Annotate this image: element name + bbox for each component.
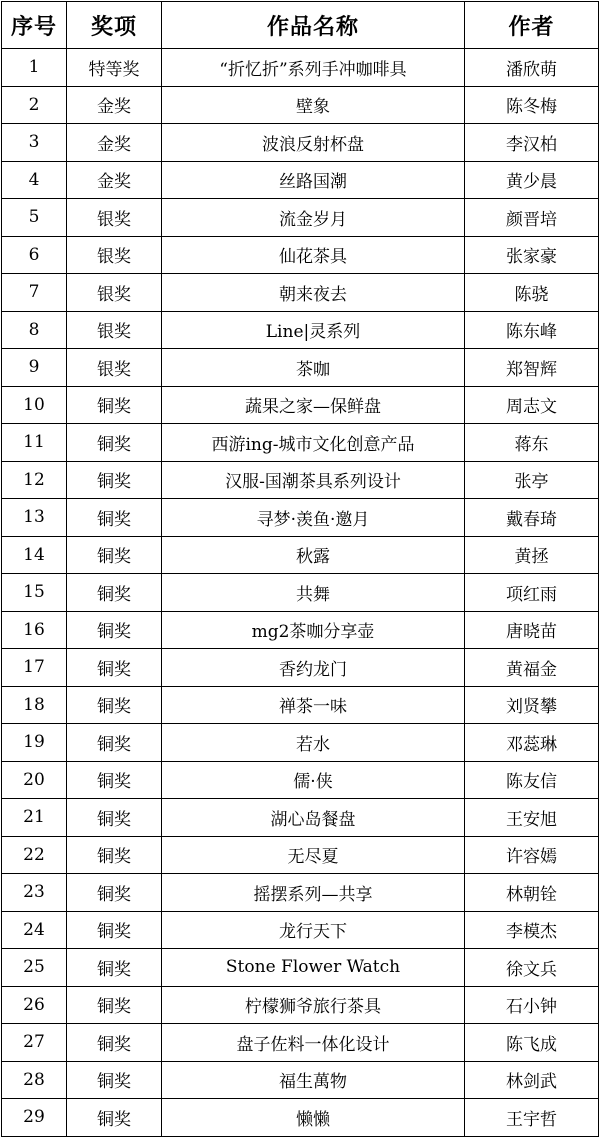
cell-award: 银奖 [67, 199, 162, 237]
table-row [2, 874, 599, 912]
cell-author: 周志文 [465, 386, 599, 424]
cell-no: 28 [2, 1061, 67, 1099]
table-row [2, 499, 599, 537]
cell-no: 27 [2, 1024, 67, 1062]
table-row [2, 536, 599, 574]
cell-work-name: 柠檬狮爷旅行茶具 [162, 986, 465, 1024]
cell-author: 林剑武 [465, 1061, 599, 1099]
table-row [2, 649, 599, 687]
cell-no: 13 [2, 499, 67, 537]
cell-no: 26 [2, 986, 67, 1024]
table-header [2, 2, 599, 49]
cell-author: 蒋东 [465, 424, 599, 462]
cell-work-name: 摇摆系列—共享 [162, 874, 465, 912]
table-row [2, 949, 599, 987]
cell-work-name: 朝来夜去 [162, 274, 465, 312]
cell-no: 4 [2, 161, 67, 199]
cell-award: 铜奖 [67, 536, 162, 574]
cell-no: 3 [2, 124, 67, 162]
table-row [2, 311, 599, 349]
cell-work-name: 壁象 [162, 86, 465, 124]
table-row [2, 86, 599, 124]
cell-work-name: 仙花茶具 [162, 236, 465, 274]
cell-no: 15 [2, 574, 67, 612]
cell-author: 陈东峰 [465, 311, 599, 349]
cell-no: 21 [2, 799, 67, 837]
cell-author: 郑智辉 [465, 349, 599, 387]
table-row [2, 274, 599, 312]
cell-no: 5 [2, 199, 67, 237]
cell-no: 9 [2, 349, 67, 387]
table-row [2, 1099, 599, 1137]
table-row [2, 724, 599, 762]
cell-work-name: 共舞 [162, 574, 465, 612]
cell-author: 潘欣萌 [465, 49, 599, 87]
header-author: 作者 [465, 2, 599, 49]
cell-no: 11 [2, 424, 67, 462]
cell-award: 铜奖 [67, 836, 162, 874]
table-row [2, 1061, 599, 1099]
cell-award: 铜奖 [67, 686, 162, 724]
cell-author: 唐晓苗 [465, 611, 599, 649]
cell-award: 铜奖 [67, 1061, 162, 1099]
cell-work-name: 若水 [162, 724, 465, 762]
table-row [2, 461, 599, 499]
cell-author: 陈飞成 [465, 1024, 599, 1062]
cell-award: 铜奖 [67, 499, 162, 537]
cell-award: 金奖 [67, 86, 162, 124]
cell-award: 铜奖 [67, 724, 162, 762]
cell-work-name: 湖心岛餐盘 [162, 799, 465, 837]
table-body [2, 49, 599, 1137]
cell-award: 铜奖 [67, 611, 162, 649]
header-work-name: 作品名称 [162, 2, 465, 49]
cell-award: 铜奖 [67, 386, 162, 424]
cell-award: 铜奖 [67, 874, 162, 912]
cell-award: 铜奖 [67, 911, 162, 949]
cell-work-name: 秋露 [162, 536, 465, 574]
cell-work-name: 福生萬物 [162, 1061, 465, 1099]
cell-author: 陈友信 [465, 761, 599, 799]
table-row [2, 49, 599, 87]
cell-work-name: 寻梦·羡鱼·邀月 [162, 499, 465, 537]
cell-award: 铜奖 [67, 986, 162, 1024]
cell-author: 黄少晨 [465, 161, 599, 199]
cell-award: 铜奖 [67, 761, 162, 799]
cell-author: 李汉柏 [465, 124, 599, 162]
table-row [2, 424, 599, 462]
cell-no: 24 [2, 911, 67, 949]
cell-award: 铜奖 [67, 649, 162, 687]
cell-author: 王宇哲 [465, 1099, 599, 1137]
cell-award: 银奖 [67, 311, 162, 349]
cell-award: 铜奖 [67, 574, 162, 612]
header-award: 奖项 [67, 2, 162, 49]
cell-award: 金奖 [67, 124, 162, 162]
cell-author: 张亭 [465, 461, 599, 499]
table-row [2, 836, 599, 874]
cell-work-name: “折忆折”系列手冲咖啡具 [162, 49, 465, 87]
cell-author: 陈冬梅 [465, 86, 599, 124]
cell-award: 铜奖 [67, 424, 162, 462]
cell-author: 颜晋培 [465, 199, 599, 237]
cell-work-name: 汉服-国潮茶具系列设计 [162, 461, 465, 499]
cell-award: 金奖 [67, 161, 162, 199]
cell-author: 林朝铨 [465, 874, 599, 912]
cell-work-name: 波浪反射杯盘 [162, 124, 465, 162]
cell-no: 14 [2, 536, 67, 574]
cell-author: 李模杰 [465, 911, 599, 949]
table-row [2, 1024, 599, 1062]
award-table [1, 1, 599, 1137]
table-row [2, 124, 599, 162]
table-row [2, 986, 599, 1024]
cell-no: 18 [2, 686, 67, 724]
table-row [2, 161, 599, 199]
cell-author: 许容嫣 [465, 836, 599, 874]
header-no: 序号 [2, 2, 67, 49]
table-row [2, 236, 599, 274]
cell-author: 张家豪 [465, 236, 599, 274]
cell-author: 刘贤攀 [465, 686, 599, 724]
cell-work-name: mg2茶咖分享壶 [162, 611, 465, 649]
table-row [2, 386, 599, 424]
cell-work-name: 无尽夏 [162, 836, 465, 874]
cell-no: 17 [2, 649, 67, 687]
table-row [2, 686, 599, 724]
cell-work-name: 儒·侠 [162, 761, 465, 799]
cell-no: 16 [2, 611, 67, 649]
table-row [2, 761, 599, 799]
cell-award: 银奖 [67, 274, 162, 312]
cell-no: 6 [2, 236, 67, 274]
cell-no: 20 [2, 761, 67, 799]
cell-award: 铜奖 [67, 799, 162, 837]
cell-no: 23 [2, 874, 67, 912]
header-row [2, 2, 599, 49]
cell-award: 铜奖 [67, 1099, 162, 1137]
cell-work-name: 龙行天下 [162, 911, 465, 949]
cell-no: 12 [2, 461, 67, 499]
cell-author: 黄拯 [465, 536, 599, 574]
cell-work-name: 盘子佐料一体化设计 [162, 1024, 465, 1062]
cell-no: 10 [2, 386, 67, 424]
cell-work-name: Line|灵系列 [162, 311, 465, 349]
cell-no: 22 [2, 836, 67, 874]
table-row [2, 349, 599, 387]
table-row [2, 574, 599, 612]
cell-no: 29 [2, 1099, 67, 1137]
cell-no: 8 [2, 311, 67, 349]
cell-no: 25 [2, 949, 67, 987]
cell-award: 特等奖 [67, 49, 162, 87]
cell-author: 黄福金 [465, 649, 599, 687]
cell-author: 戴春琦 [465, 499, 599, 537]
cell-work-name: 香约龙门 [162, 649, 465, 687]
cell-author: 陈骁 [465, 274, 599, 312]
cell-author: 王安旭 [465, 799, 599, 837]
table-row [2, 799, 599, 837]
cell-author: 邓蕊琳 [465, 724, 599, 762]
cell-work-name: 丝路国潮 [162, 161, 465, 199]
cell-award: 银奖 [67, 236, 162, 274]
cell-no: 2 [2, 86, 67, 124]
cell-award: 铜奖 [67, 1024, 162, 1062]
cell-no: 7 [2, 274, 67, 312]
table-row [2, 199, 599, 237]
cell-work-name: 西游ing-城市文化创意产品 [162, 424, 465, 462]
table-row [2, 911, 599, 949]
cell-award: 铜奖 [67, 949, 162, 987]
cell-work-name: 流金岁月 [162, 199, 465, 237]
cell-no: 1 [2, 49, 67, 87]
cell-award: 银奖 [67, 349, 162, 387]
cell-work-name: Stone Flower Watch [162, 949, 465, 987]
table-row [2, 611, 599, 649]
cell-work-name: 禅茶一味 [162, 686, 465, 724]
cell-author: 项红雨 [465, 574, 599, 612]
cell-author: 徐文兵 [465, 949, 599, 987]
cell-work-name: 懒懒 [162, 1099, 465, 1137]
cell-work-name: 茶咖 [162, 349, 465, 387]
cell-work-name: 蔬果之家—保鲜盘 [162, 386, 465, 424]
cell-award: 铜奖 [67, 461, 162, 499]
cell-no: 19 [2, 724, 67, 762]
cell-author: 石小钟 [465, 986, 599, 1024]
